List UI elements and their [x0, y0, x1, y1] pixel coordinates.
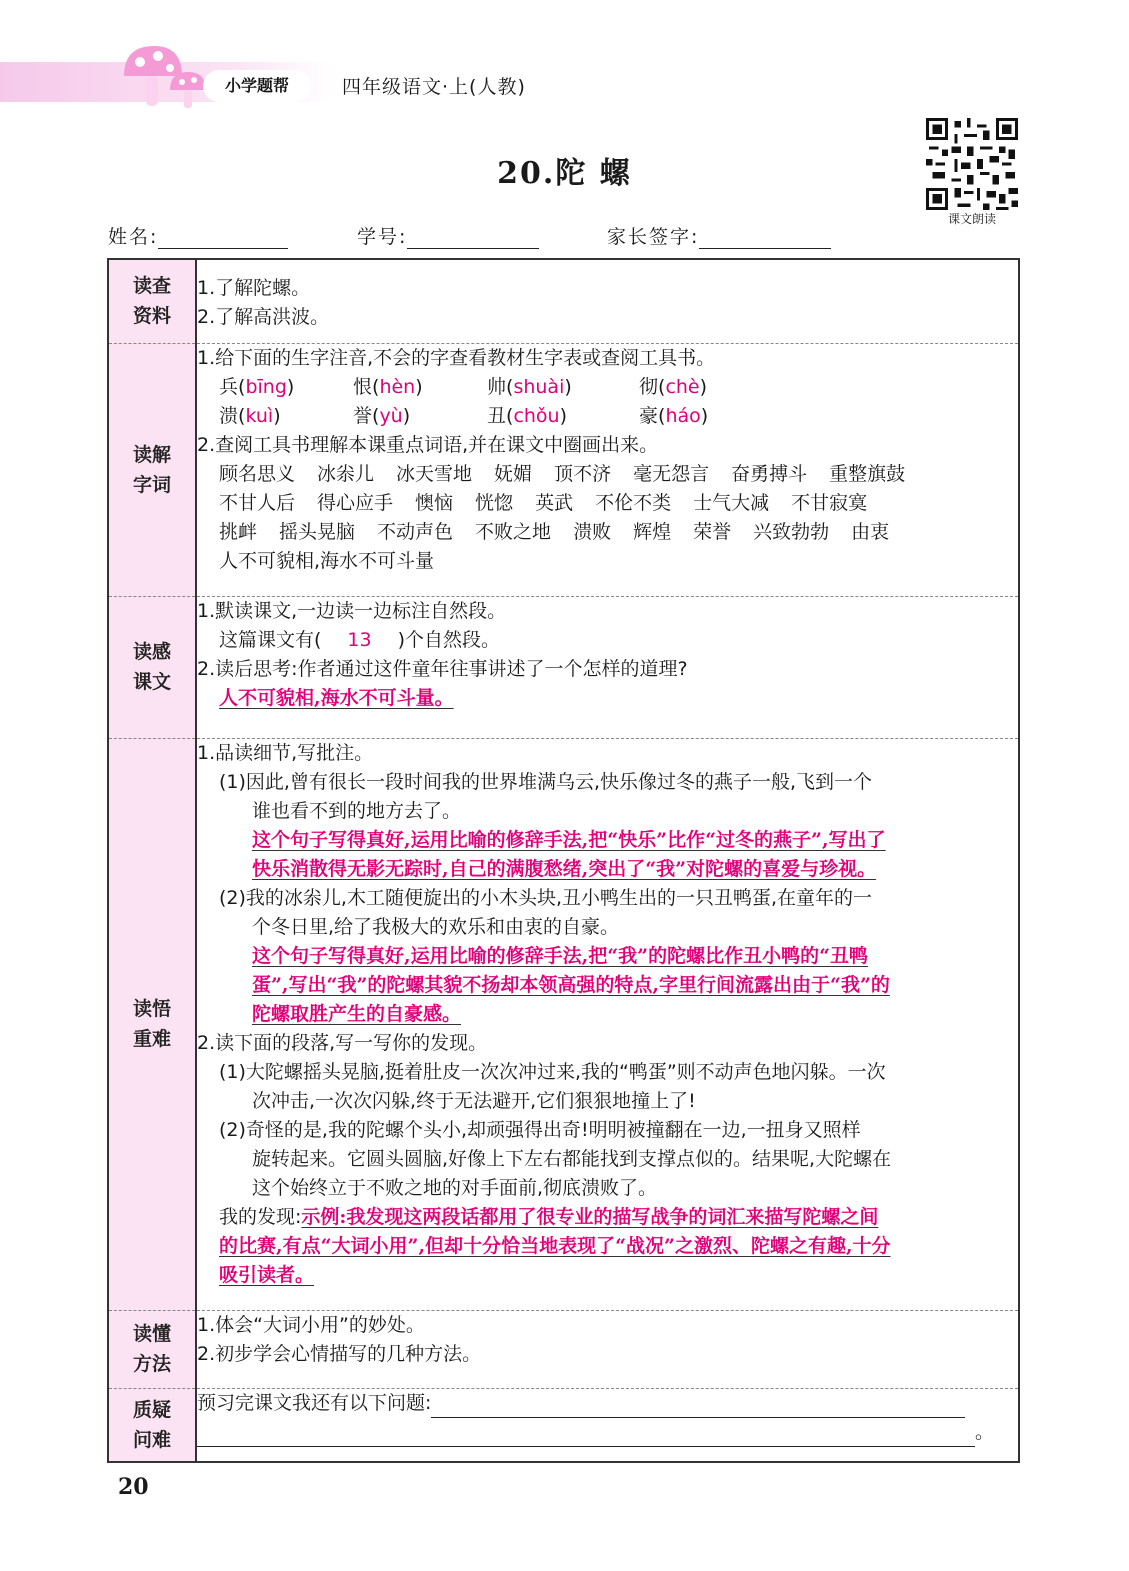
discovery-line[interactable]: 的比赛,有点“大词小用”,但却十分恰当地表现了“战况”之激烈、陀螺之有趣,十分 [219, 1234, 891, 1257]
discovery-line[interactable]: 我的发现:示例:我发现这两段话都用了很专业的描写战争的词汇来描写陀螺之间 [219, 1205, 879, 1228]
word: 不动声色 [377, 520, 454, 543]
name-field[interactable] [108, 222, 288, 249]
section-label: 读查 资料 [108, 259, 196, 343]
section-content [196, 738, 1019, 1310]
word: 毫无怨言 [633, 462, 710, 485]
question: 2.查阅工具书理解本课重点词语,并在课文中圈画出来。 [197, 433, 659, 456]
word-row [197, 518, 1018, 547]
section-content [196, 1388, 1019, 1462]
word: 顶不济 [554, 462, 612, 485]
question-blank[interactable] [431, 1395, 965, 1418]
discovery-line[interactable]: 吸引读者。 [219, 1263, 315, 1286]
section-methods [108, 1310, 1019, 1388]
word: 不伦不类 [595, 491, 672, 514]
word: 重整旗鼓 [829, 462, 906, 485]
paragraph-line: 旋转起来。它圆头圆脑,好像上下左右都能找到支撑点似的。结果呢,大陀螺在 [252, 1147, 892, 1170]
parent-signature-field[interactable] [607, 222, 831, 249]
word: 恍惚 [475, 491, 514, 514]
word: 不甘人后 [219, 491, 296, 514]
word: 奋勇搏斗 [731, 462, 808, 485]
sentence-line: (2)我的冰尜儿,木工随便旋出的小木头块,丑小鸭生出的一只丑鸭蛋,在童年的一 [219, 886, 873, 909]
sentence-line: 个冬日里,给了我极大的欢乐和由衷的自豪。 [252, 915, 620, 938]
word: 不甘寂寞 [791, 491, 868, 514]
section-read-materials [108, 259, 1019, 343]
annotation-line[interactable]: 陀螺取胜产生的自豪感。 [252, 1002, 462, 1025]
word: 挑衅 [219, 520, 258, 543]
question: 1.给下面的生字注音,不会的字查看教材生字表或查阅工具书。 [197, 346, 716, 369]
word: 由衷 [851, 520, 890, 543]
word-row [197, 460, 1018, 489]
item-line: 1.了解陀螺。 [197, 277, 311, 299]
paragraph-line: (1)大陀螺摇头晃脑,挺着肚皮一次次冲过来,我的“鸭蛋”则不动声色地闪躲。一次 [219, 1060, 886, 1083]
section-words [108, 343, 1019, 596]
qr-caption: 课文朗读 [947, 212, 996, 226]
discovery-label: 我的发现: [219, 1205, 302, 1228]
word-line: 人不可貌相,海水不可斗量 [219, 549, 435, 572]
worksheet-table [107, 258, 1020, 1463]
section-content [196, 343, 1019, 596]
question: 1.默读课文,一边读一边标注自然段。 [197, 599, 507, 622]
word: 妩媚 [494, 462, 533, 485]
pinyin-item[interactable]: 豪(háo) [639, 404, 709, 427]
pinyin-item[interactable]: 溃(kuì) [219, 404, 281, 427]
pinyin-row [197, 402, 1018, 431]
word: 荣誉 [693, 520, 732, 543]
word: 兴致勃勃 [753, 520, 830, 543]
word: 顾名思义 [219, 462, 296, 485]
section-content [196, 596, 1019, 738]
number-blank[interactable] [407, 228, 539, 249]
pinyin-item[interactable]: 彻(chè) [639, 375, 708, 398]
pinyin-item[interactable]: 丑(chǒu) [487, 404, 568, 427]
annotation-line[interactable]: 这个句子写得真好,运用比喻的修辞手法,把“快乐”比作“过冬的燕子”,写出了 [252, 828, 886, 851]
question: 1.品读细节,写批注。 [197, 741, 374, 764]
section-label: 质疑 问难 [108, 1388, 196, 1462]
pinyin-item[interactable]: 恨(hèn) [353, 375, 423, 398]
question-blank[interactable] [197, 1424, 975, 1447]
paragraph-count-line: 这篇课文有( 13 )个自然段。 [219, 628, 501, 651]
word: 得心应手 [317, 491, 394, 514]
question-prompt-line: 预习完课文我还有以下问题: [197, 1389, 1018, 1418]
section-content [196, 259, 1019, 343]
section-label: 读懂 方法 [108, 1310, 196, 1388]
annotation-line[interactable]: 这个句子写得真好,运用比喻的修辞手法,把“我”的陀螺比作丑小鸭的“丑鸭 [252, 944, 869, 967]
student-number-field[interactable] [357, 222, 539, 249]
pinyin-item[interactable]: 誉(yù) [353, 404, 411, 427]
sentence-line: 谁也看不到的地方去了。 [252, 799, 462, 822]
question-blank-line: 。 [197, 1418, 1018, 1447]
word: 溃败 [573, 520, 612, 543]
word: 懊恼 [415, 491, 454, 514]
word: 士气大减 [693, 491, 770, 514]
pinyin-row [197, 373, 1018, 402]
item-line: 2.了解高洪波。 [197, 306, 330, 328]
question: 2.读下面的段落,写一写你的发现。 [197, 1031, 488, 1054]
item-line: 2.初步学会心情描写的几种方法。 [197, 1342, 482, 1365]
name-blank[interactable] [158, 228, 288, 249]
paragraph-line: 次冲击,一次次闪躲,终于无法避开,它们狠狠地撞上了! [252, 1089, 696, 1112]
course-title: 四年级语文·上(人教) [342, 76, 526, 98]
word: 不败之地 [475, 520, 552, 543]
section-label: 读悟 重难 [108, 738, 196, 1310]
pinyin-item[interactable]: 帅(shuài) [487, 375, 572, 398]
word: 冰尜儿 [317, 462, 375, 485]
section-label: 读解 字词 [108, 343, 196, 596]
page-number: 20 [118, 1474, 149, 1500]
paragraph-count-answer[interactable]: 13 [347, 628, 372, 651]
section-questions [108, 1388, 1019, 1462]
section-key-points [108, 738, 1019, 1310]
brand-label: 小学题帮 [203, 70, 311, 102]
mushroom-icon [118, 40, 214, 112]
section-content [196, 1310, 1019, 1388]
pinyin-item[interactable]: 兵(bīng) [219, 375, 295, 398]
annotation-line[interactable]: 蛋”,写出“我”的陀螺其貌不扬却本领高强的特点,字里行间流露出由于“我”的 [252, 973, 890, 996]
qr-code-icon [926, 118, 1018, 210]
lesson-title: 20.陀 螺 [497, 156, 632, 191]
question: 2.读后思考:作者通过这件童年往事讲述了一个怎样的道理? [197, 657, 688, 680]
sentence-line: (1)因此,曾有很长一段时间我的世界堆满乌云,快乐像过冬的燕子一般,飞到一个 [219, 770, 873, 793]
item-line: 1.体会“大词小用”的妙处。 [197, 1313, 425, 1336]
section-feel-text [108, 596, 1019, 738]
word: 辉煌 [633, 520, 672, 543]
paragraph-line: 这个始终立于不败之地的对手面前,彻底溃败了。 [252, 1176, 658, 1199]
word: 摇头晃脑 [279, 520, 356, 543]
annotation-line[interactable]: 快乐消散得无影无踪时,自己的满腹愁绪,突出了“我”对陀螺的喜爱与珍视。 [252, 857, 877, 880]
number-label: 学号: [357, 226, 408, 248]
answer-line[interactable]: 人不可貌相,海水不可斗量。 [219, 686, 454, 709]
word-row [197, 489, 1018, 518]
word: 英武 [535, 491, 574, 514]
section-label: 读感 课文 [108, 596, 196, 738]
parent-label: 家长签字: [607, 226, 700, 248]
parent-blank[interactable] [699, 228, 831, 249]
word: 冰天雪地 [396, 462, 473, 485]
paragraph-line: (2)奇怪的是,我的陀螺个头小,却顽强得出奇!明明被撞翻在一边,一扭身又照样 [219, 1118, 861, 1141]
name-label: 姓名: [108, 226, 159, 248]
